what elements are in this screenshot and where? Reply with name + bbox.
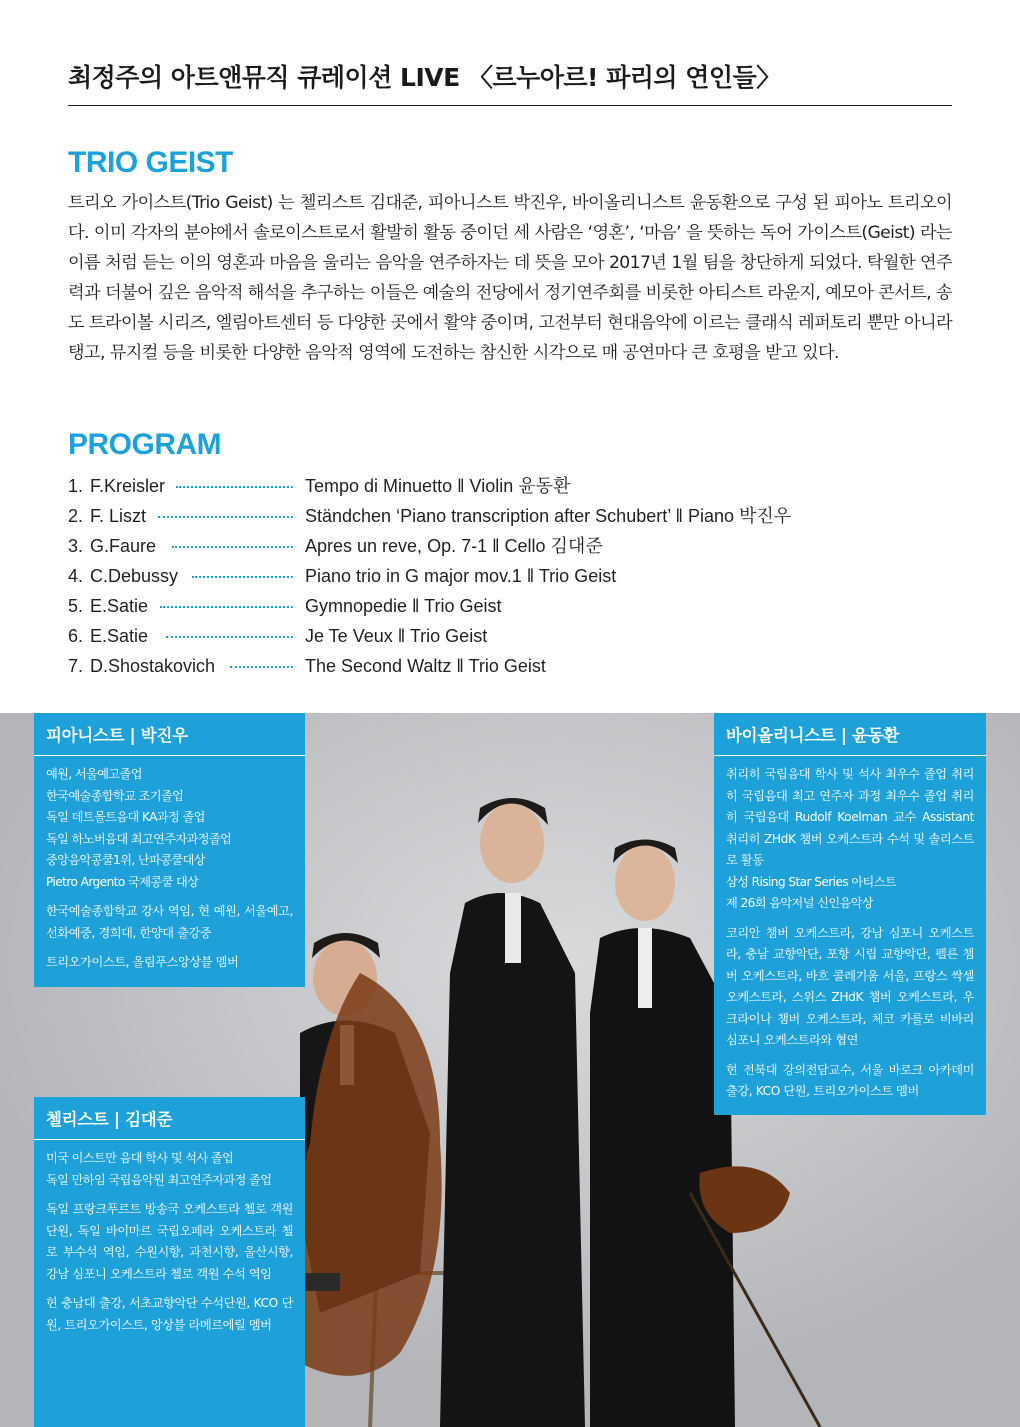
pianist-career: 한국예술종합학교 강사 역임, 현 예원, 서울예고, 선화예중, 경희대, 한양대 출강중 [46,904,293,940]
program-composer: C.Debussy [90,566,179,586]
program-number: 7. [68,656,84,676]
cellist-career: 독일 프랑크푸르트 방송국 오케스트라 첼로 객원단원, 독일 바이마르 국립오페라 오케스트라 첼로 부수석 역임, 수원시향, 과천시향, 울산시향, 강남 심포니 오케스트라 첼로 객원 수석 역임 [46,1202,293,1281]
leader-dots [230,666,293,669]
program-item [68,471,968,501]
program-number: 1. [68,476,84,496]
leader-dots [166,636,293,639]
cellist-current: 현 충남대 출강, 서초교향악단 수석단원, KCO 단원, 트리오가이스트, 앙상블 라메르에릴 멤버 [46,1296,293,1332]
violinist-collaborations: 코리안 챔버 오케스트라, 강남 심포니 오케스트라, 충남 교향악단, 포항 시립 교향악단, 펠른 챔버 오케스트라, 바흐 콜레기움 서울, 프랑스 싹셀 오케스트라, 스위스 ZHdK 챔버 오케스트라, 우크라이나 챔버 오케스트라, 체코 카를로 비바리 심포니 오케스트라와 협연 [726,925,974,1047]
trio-bio: 트리오 가이스트(Trio Geist) 는 첼리스트 김대준, 피아니스트 박진우, 바이올리니스트 윤동환으로 구성 된 피아노 트리오이다. 이미 각자의 분야에서 솔로이스트로서 활발히 활동 중이던 세 사람은 ‘영혼’, ‘마음’ 을 뜻하는 독어 가이스트(Geist) 라는 이름 처럼 듣는 이의 영혼과 마음을 울리는 음악을 연주하자는 데 뜻을 모아 2017년 1월 팀을 창단하게 되었다. 탁월한 연주력과 더불어 깊은 음악적 해석을 추구하는 이들은 예술의 전당에서 정기연주회를 비롯한 아티스트 라운지, 예모아 콘서트, 송도 트라이볼 시리즈, 엘림아트센터 등 다양한 곳에서 활약 중이며, 고전부터 현대음악에 이르는 클래식 레퍼토리 뿐만 아니라 탱고, 뮤지컬 등을 비롯한 다양한 음악적 영역에 도전하는 참신한 시각으로 매 공연마다 큰 호평을 받고 있다. [68,193,952,363]
program-composer: D.Shostakovich [90,656,216,676]
violinist-title: 바이올리니스트 | 윤동환 [726,726,900,745]
program-number: 5. [68,596,84,616]
infobox-divider [34,1139,305,1140]
pianist-membership: 트리오가이스트, 올림푸스앙상블 멤버 [46,955,239,969]
program-list [68,471,968,681]
program-composer: F. Liszt [90,506,147,526]
page-title: 최정주의 아트앤뮤직 큐레이션 LIVE 〈르누아르! 파리의 연인들〉 [68,63,781,92]
program-item [68,501,968,531]
violinist-infobox [714,713,986,1115]
violinist-education: 취리히 국립음대 학사 및 석사 최우수 졸업 취리히 국립음대 최고 연주자 과정 최우수 졸업 취리히 국립음대 Rudolf Koelman 교수 Assistant 취리히 ZHdK 챔버 오케스트라 수석 및 솔리스트로 활동 [726,767,974,867]
infobox-divider [714,755,986,756]
leader-dots [158,516,293,519]
program-piece: Tempo di Minuetto ‖ Violin 윤동환 [305,476,571,496]
program-piece: Je Te Veux ‖ Trio Geist [305,626,488,646]
program-composer: F.Kreisler [90,476,166,496]
program-piece: The Second Waltz ‖ Trio Geist [305,656,546,676]
title-divider [68,105,952,106]
program-number: 3. [68,536,84,556]
cellist-credit: 미국 이스트만 음대 학사 및 석사 졸업 [46,1151,234,1165]
program-item [68,621,968,651]
program-number: 6. [68,626,84,646]
cellist-infobox [34,1097,305,1427]
pianist-credit: 예원, 서울예고졸업 [46,767,142,781]
cellist-title: 첼리스트 | 김대준 [46,1110,173,1129]
leader-dots [176,486,293,489]
pianist-title: 피아니스트 | 박진우 [46,726,188,745]
pianist-credit: 독일 하노버음대 최고연주자과정졸업 [46,831,232,846]
program-piece: Gymnopedie ‖ Trio Geist [305,596,502,616]
violinist-credit: 삼성 Rising Star Series 아티스트 [726,874,897,889]
program-piece: Ständchen ‘Piano transcription after Schubert’ ‖ Piano 박진우 [305,506,792,526]
program-item [68,561,968,591]
program-composer: G.Faure [90,536,157,556]
program-piece: Apres un reve, Op. 7-1 ‖ Cello 김대준 [305,536,603,556]
pianist-credit: 한국예술종합학교 조기졸업 [46,788,184,803]
pianist-credit: Pietro Argento 국제콩쿨 대상 [46,874,199,889]
program-heading: PROGRAM [68,428,222,461]
pianist-credit: 독일 데트몰트음대 KA과정 졸업 [46,810,205,824]
cellist-credit: 독일 만하임 국립음악원 최고연주자과정 졸업 [46,1172,272,1187]
program-number: 4. [68,566,84,586]
violinist-credit: 제 26회 음악저널 신인음악상 [726,896,874,910]
infobox-divider [34,755,305,756]
leader-dots [160,606,293,609]
pianist-credit: 중앙음악콩쿨1위, 난파콩쿨대상 [46,853,205,867]
program-item [68,591,968,621]
program-number: 2. [68,506,84,526]
violinist-current: 현 전북대 강의전담교수, 서울 바로크 아카데미 출강, KCO 단원, 트리오가이스트 멤버 [726,1062,974,1098]
trio-heading: TRIO GEIST [68,146,234,179]
pianist-infobox [34,713,305,987]
program-item [68,531,968,561]
program-piece: Piano trio in G major mov.1 ‖ Trio Geist [305,566,617,586]
program-composer: E.Satie [90,596,149,616]
leader-dots [192,576,293,579]
program-composer: E.Satie [90,626,149,646]
leader-dots [172,546,293,549]
program-item [68,651,968,681]
